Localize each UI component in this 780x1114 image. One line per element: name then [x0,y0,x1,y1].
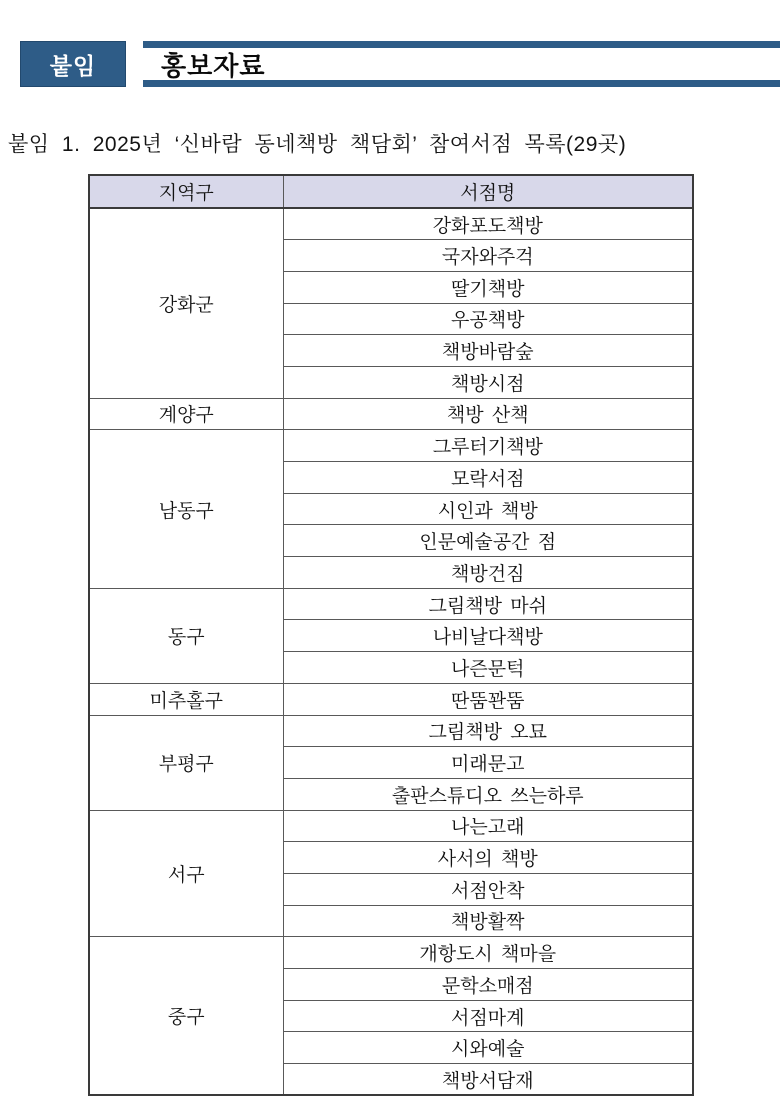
section-title-block [143,41,780,87]
table-row [89,683,693,715]
table-row [89,810,693,842]
store-cell: 인문예술공간 점 [283,525,693,557]
table-row [89,398,693,430]
bookstore-table [88,174,694,1096]
column-header-district: 지역구 [89,175,283,208]
district-cell: 남동구 [89,430,283,588]
store-cell: 문학소매점 [283,969,693,1001]
store-cell: 개항도시 책마을 [283,937,693,969]
section-title: 홍보자료 [161,50,266,81]
store-cell: 시와예술 [283,1032,693,1064]
table-row [89,937,693,969]
district-cell: 부평구 [89,715,283,810]
table-header-row [89,175,693,208]
store-cell: 그림책방 오묘 [283,715,693,747]
column-header-store: 서점명 [283,175,693,208]
store-cell: 서점마계 [283,1000,693,1032]
store-cell: 책방바람숲 [283,335,693,367]
store-cell: 그림책방 마쉬 [283,588,693,620]
store-cell: 사서의 책방 [283,842,693,874]
district-cell: 서구 [89,810,283,937]
table-row [89,430,693,462]
store-cell: 나즌문턱 [283,652,693,684]
store-cell: 책방 산책 [283,398,693,430]
store-cell: 나는고래 [283,810,693,842]
attachment-badge-label: 붙임 [49,52,97,79]
table-row [89,715,693,747]
store-cell: 책방건짐 [283,557,693,589]
store-cell: 국자와주걱 [283,240,693,272]
store-cell: 출판스튜디오 쓰는하루 [283,778,693,810]
document-page [0,41,780,1114]
district-cell: 동구 [89,588,283,683]
store-cell: 강화포도책방 [283,208,693,240]
district-cell: 계양구 [89,398,283,430]
list-title: 붙임 1. 2025년 ‘신바람 동네책방 책담회’ 참여서점 목록(29곳) [8,133,627,156]
store-cell: 미래문고 [283,747,693,779]
store-cell: 책방활짝 [283,905,693,937]
header-band [20,41,780,87]
table-row [89,208,693,240]
store-cell: 딴뚬꽌뚬 [283,683,693,715]
store-cell: 책방서담재 [283,1064,693,1096]
store-cell: 우공책방 [283,303,693,335]
store-cell: 모락서점 [283,462,693,494]
district-cell: 미추홀구 [89,683,283,715]
store-cell: 나비날다책방 [283,620,693,652]
attachment-badge [20,41,126,87]
district-cell: 강화군 [89,208,283,398]
store-cell: 시인과 책방 [283,493,693,525]
store-cell: 서점안착 [283,873,693,905]
district-cell: 중구 [89,937,283,1095]
store-cell: 딸기책방 [283,271,693,303]
store-cell: 그루터기책방 [283,430,693,462]
table-row [89,588,693,620]
store-cell: 책방시점 [283,366,693,398]
